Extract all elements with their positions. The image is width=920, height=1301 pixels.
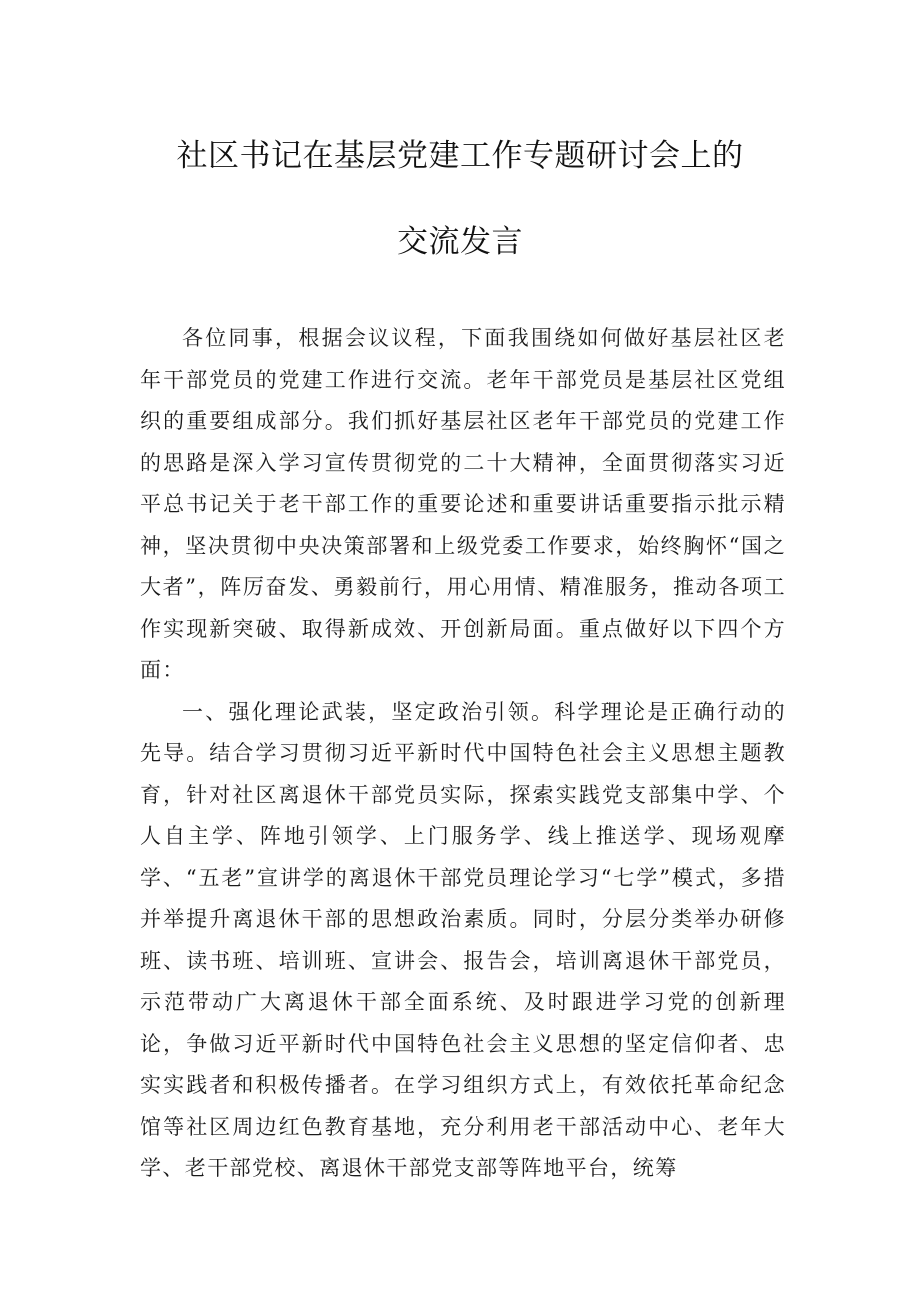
paragraph-intro: 各位同事，根据会议议程，下面我围绕如何做好基层社区老年干部党员的党建工作进行交流。老年干部党员是基层社区党组织的重要组成部分。我们抓好基层社区老年干部党员的党建工作的思路是深入学习宣传贯彻党的二十大精神，全面贯彻落实习近平总书记关于老干部工作的重要论述和重要讲话重要指示批示精神，坚决贯彻中央决策部署和上级党委工作要求，始终胸怀“国之大者”，阵厉奋发、勇毅前行，用心用情、精准服务，推动各项工作实现新突破、取得新成效、开创新局面。重点做好以下四个方面： — [140, 326, 786, 682]
document-body — [140, 318, 786, 1190]
document-title-line-1: 社区书记在基层党建工作专题研讨会上的 — [176, 138, 744, 174]
document-title-line-2: 交流发言 — [397, 224, 523, 260]
paragraph-section-one: 一、强化理论武装，坚定政治引领。科学理论是正确行动的先导。结合学习贯彻习近平新时代中国特色社会主义思想主题教育，针对社区离退休干部党员实际，探索实践党支部集中学、个人自主学、阵地引领学、上门服务学、线上推送学、现场观摩学、“五老”宣讲学的离退休干部党员理论学习“七学”模式，多措并举提升离退休干部的思想政治素质。同时，分层分类举办研修班、读书班、培训班、宣讲会、报告会，培训离退休干部党员，示范带动广大离退休干部全面系统、及时跟进学习党的创新理论，争做习近平新时代中国特色社会主义思想的坚定信仰者、忠实实践者和积极传播者。在学习组织方式上，有效依托革命纪念馆等社区周边红色教育基地，充分利用老干部活动中心、老年大学、老干部党校、离退休干部党支部等阵地平台，统筹 — [140, 699, 786, 1180]
